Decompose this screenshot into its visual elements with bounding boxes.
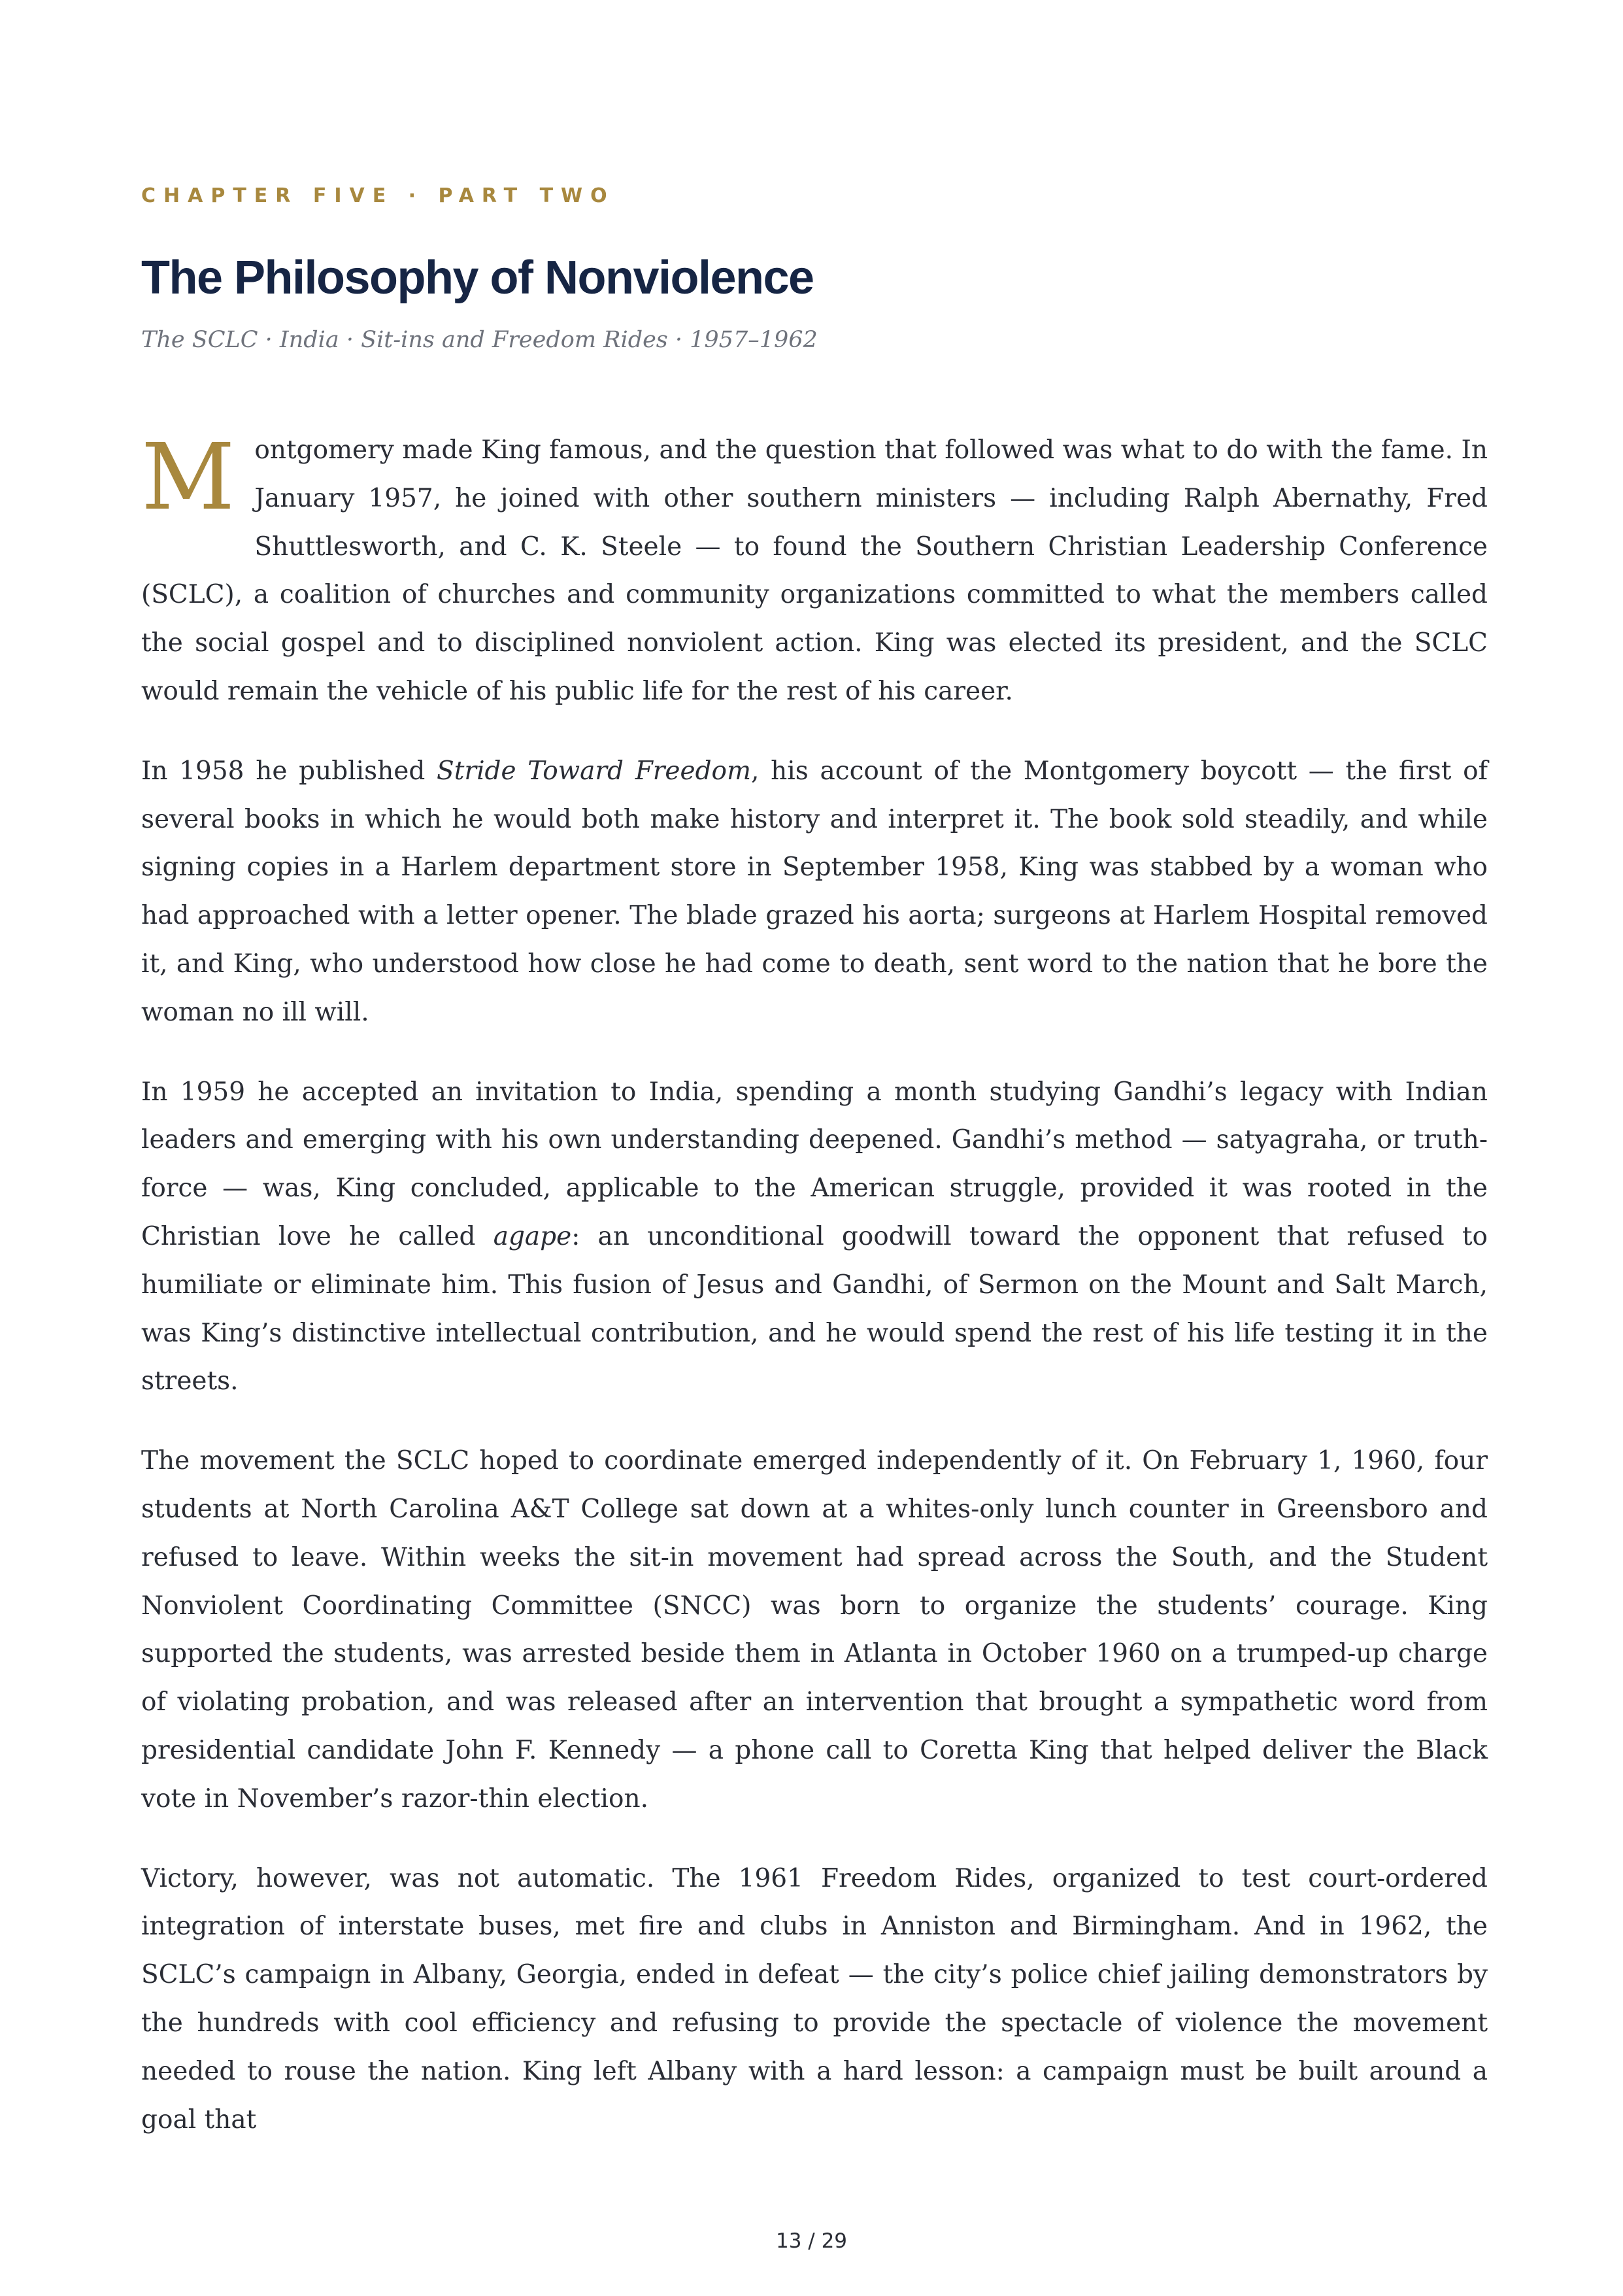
book-title-emphasis: Stride Toward Freedom <box>437 756 752 786</box>
paragraph-1 <box>141 426 1488 716</box>
chapter-subtitle: The SCLC · India · Sit-ins and Freedom Rides · 1957–1962 <box>141 327 818 353</box>
drop-cap: M <box>141 424 235 531</box>
paragraph-3-text-a: In 1959 he accepted an invitation to India, spending a month studying Gandhi’s legacy with Indian leaders and emerging with his own understanding deepened. Gandhi’s method — satyagraha, or truth-force — was, King concluded, applicable to the American struggle, provided it was rooted in the Christian love he called <box>141 1077 1488 1251</box>
paragraph-2-text-b: , his account of the Montgomery boycott — the first of several books in which he would both make history and interpret it. The book sold steadily, and while signing copies in a Harlem department store in September 1958, King was stabbed by a woman who had approached with a letter opener. The blade grazed his aorta; surgeons at Harlem Hospital removed it, and King, who understood how close he had come to death, sent word to the nation that he bore the woman no ill will. <box>141 756 1488 1027</box>
agape-emphasis: agape <box>493 1221 572 1251</box>
paragraph-1-text: ontgomery made King famous, and the question that followed was what to do with the fame. In January 1957, he joined with other southern ministers — including Ralph Abernathy, Fred Shuttlesworth, and C. K. Steele — to found the Southern Christian Leadership Conference (SCLC), a coalition of churches and community organizations committed to what the members called the social gospel and to disciplined nonviolent action. King was elected its president, and the SCLC would remain the vehicle of his public life for the rest of his career. <box>141 435 1488 706</box>
paragraph-5: Victory, however, was not automatic. The 1961 Freedom Rides, organized to test court-ordered integration of interstate buses, met fire and clubs in Anniston and Birmingham. And in 1962, the SCLC’s campaign in Albany, Georgia, ended in defeat — the city’s police chief jailing demonstrators by the hundreds with cool efficiency and refusing to provide the spectacle of violence the movement needed to rouse the nation. King left Albany with a hard lesson: a campaign must be built around a goal that <box>141 1863 1488 2135</box>
paragraph-3-text-b: : an unconditional goodwill toward the opponent that refused to humiliate or eliminate him. This fusion of Jesus and Gandhi, of Sermon on the Mount and Salt March, was King’s distinctive intellectual contribution, and he would spend the rest of his life testing it in the streets. <box>141 1221 1488 1396</box>
paragraph-2 <box>141 747 1488 1037</box>
page-number: 13 / 29 <box>775 2229 848 2253</box>
paragraph-4: The movement the SCLC hoped to coordinate emerged independently of it. On February 1, 1960, four students at North Carolina A&T College sat down at a whites-only lunch counter in Greensboro and refused to leave. Within weeks the sit-in movement had spread across the South, and the Student Nonviolent Coordinating Committee (SNCC) was born to organize the students’ courage. King supported the students, was arrested beside them in Atlanta in October 1960 on a trumped-up charge of violating probation, and was released after an intervention that brought a sympathetic word from presidential candidate John F. Kennedy — a phone call to Coretta King that helped deliver the Black vote in November’s razor-thin election. <box>141 1446 1488 1814</box>
body-text <box>141 426 1488 2175</box>
chapter-title: The Philosophy of Nonviolence <box>141 252 814 304</box>
paragraph-2-text-a: In 1958 he published <box>141 756 437 786</box>
chapter-kicker: CHAPTER FIVE · PART TWO <box>141 184 615 207</box>
paragraph-3 <box>141 1068 1488 1406</box>
